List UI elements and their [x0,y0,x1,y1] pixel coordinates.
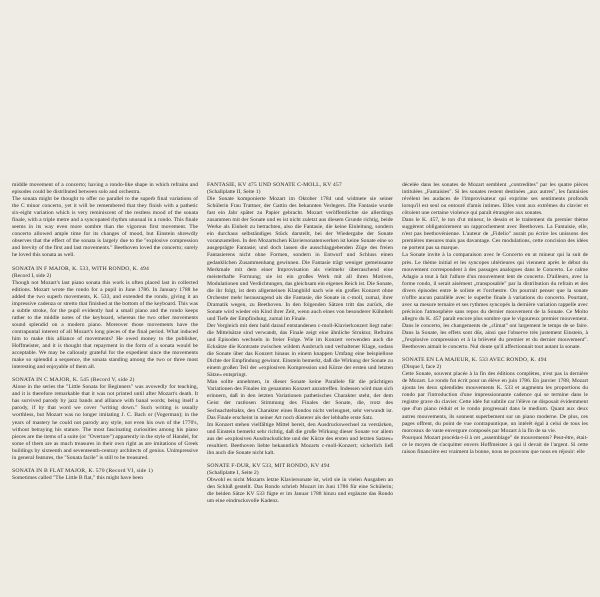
section-subheading: (Record I, side 2) [12,272,52,279]
section-heading: SONATA IN F MAJOR, K. 533, WITH RONDO, K. 494 [12,265,150,272]
paragraph: décelée dans les sonates de Mozart semblent „contredites" par les quatre pièces intitulées „Fantaisies". Si les sonates restent destinées „aux autres", les fantaisies révèlent les audaces de l'improvisateur qui exprime ses sentiments profonds lorsqu'il est seul ou entouré d'amis intimes. Elles vont aux extrêmes du clavier et côtoient une certaine violence qui paraît étrangère aux sonates. [402,182,588,217]
section-subheading: (Schallplatte I, Seite 2) [207,469,259,476]
section-heading: SONATE F-DUR, KV 533, MIT RONDO, KV 494 [207,462,330,469]
section-heading: SONATA IN B FLAT MAJOR, K. 570 (Record VI, side 1) [12,467,153,474]
paragraph: Dans le K. 457, le ton d'ut mineur, le dessin et le traitement du premier thème suggèrent obligatoirement un rapprochement avec Beethoven. La Fantaisie, elle, n'est pas beethovénienne. L'auteur de „Fidelio" aurait pu écrire les unissons des premières mesures mais pas davantage. Ces modulations, cette concision des idées ne portent pas sa marque. [402,217,588,252]
english-column [12,182,198,595]
paragraph: Pourquoi Mozart procéda-t-il à cet „assemblage" de mouvements? Peut-être, était-ce le moyen de s'acquitter envers Hoffmeister à qui il devait de l'argent. Si cette raison financière est vraiment la bonne, nous ne pouvons que nous en réjouir: elle [402,434,588,455]
section-heading: SONATE EN LA MAJEUR, K. 533 AVEC RONDO, K. 494 [402,357,547,364]
french-column [402,182,588,595]
paragraph: Though not Mozart's last piano sonata this work is often placed last in collected editions. Mozart wrote the rondo for a pupil in June 1786. In January 1788 he added the two superb movements, K. 533, and extended the rondo, giving it an impressive cadenza or stretto that finished at the bottom of the keyboard. This was a subtle stroke, for the pupil evidently had a small piano and the rondo keeps rather to the middle notes of the keyboard, whereas the two other movements sound splendid on a modern piano. Moreover those movements have the contrapuntal interest of all Mozart's long pieces of the final period. What induced him to make this alliance of movements? He owed money to the publisher, Hoffmeister, and it is thought that repayment in the form of a sonata would be acceptable. We may be callously grateful for the expedient since the movements make so splendid a sequence, the sonata standing among the two or three most interesting and enjoyable of them all. [12,279,198,371]
section-heading: FANTASIE, KV 475 UND SONATE C-MOLL, KV 457 [207,182,342,188]
paragraph: Man sollte annehmen, in dieser Sonate keine Parallele für die prächtigen Variationen des Finales im genannten Konzert anzutreffen. Indessen wird man sich erinnern, daß in den letzten Variationen pathetisches Charakter steht, der dem Geist der rastlosen Stimmung des Finales der Sonate, die, trotz des Sechsachteltakts, den Charakter eines Rondos nicht verleugnet, sehr verwandt ist. Das Finale erscheint in seiner Art noch düsterer als der lebhafte erste Satz. [207,379,393,421]
paragraph: Die Sonate komponierte Mozart im Oktober 1784 und widmete sie seiner Schülerin Frau Trattner, der Gattin des bekannten Verlegers. Die Fantasie wurde fast ein Jahr später zu Papier gebracht. Mozart veröffentlichte sie allerdings zusammen mit der Sonate und es ist nicht zuletzt aus diesem Grunde richtig, beide Werke als Einheit zu betrachten, also die Fantasie, die keine Einleitung, sondern ein durchaus selbständiges Stück darstellt, bei der Wiedergabe der Sonate voranzustellen. In den Mozartschen Klaviersonatenwerken ist keine Sonate eine so ausgeprägte Fantasie; und doch lassen die ausschlaggebenden Züge des freien Fantasierens nicht ohne Formen, sondern in Entwurf und Schluss einen gedanklichen Zusammenhang gewinnen. Die Fantasie trägt weniger gemeinsame Merkmale mit dem einer Improvisation als vielmehr überraschend eine meisterhafte Formung; sie ist ein großes Werk mit all ihren Motiven, Modulationen und Verdichtungen, das gleichsam ein eigenes Reich ist. Die Sonate, die ihr folgt, ist dem allgemeinen Klangbild nach wie ein großes Konzert ohne Orchester mehr herausragend als die Fantasie, die Sonate in c-moll, zumal, ihrer Dramatik wegen, zu Beethoven. In den folgenden Sätzen tritt das zurück, die Sonate wird wieder ein Kind ihrer Zeit, wenn auch eines von besonderer Kühnheit und Tiefe der Empfindung, zumal im Finale. [207,196,393,322]
paragraph: Cette Sonate, souvent placée à la fin des éditions complètes, n'est pas la dernière de Mozart. Le rondo fut écrit pour un élève en juin 1786. En janvier 1788, Mozart ajouta les deux splendides mouvements K. 533 et augmenta les proportions du rondo par l'introduction d'une impressionnante cadence qui se termine dans le registre grave du clavier. Cette idée fut subtile car l'élève ne disposait évidemment que d'un piano réduit et le rondo progressait dans le medium. Quant aux deux autres mouvements, ils sonnent superbement sur un piano moderne. De plus, ces pages offrent, du point de vue contrapuntique, un intérêt égal à celui de tous les morceaux de vaste envergure composés par Mozart à la fin de sa vie. [402,371,588,434]
paragraph: Alone in the series the "Little Sonata for Beginners" was avowedly for teaching, and it is therefore remarkable that it was not printed until after Mozart's death. It has survived parody by jazz bands and alliance with banal words; being itself a parody, if by that word we cover "writing down." Such writing is usually worthless, but Mozart was no longer imitating J. C. Bach or (Vogerman); in the years of mastery he could not parody any style, not even his own of the 1770's, without betraying his stature. The most fascinating curiosities among his piano pieces are the items of a suite (or "Overture") apparently in the style of Handel, for some of them are as much treasures in their own right as are imitations of Greek buildings by sixteenth and seventeenth-century architects of genius. Unimpressive in general features, the "Sonata facile" is still to be treasured. [12,384,198,461]
paragraph: La Sonate invite à la comparaison avec le Concerto en ut mineur qui la suit de près. Le thème initial et les syncopes ultérieures qui viennent après le début du mouvement correspondent à des passages analogues dans le Concerto. Le calme Adagio a tout à fait l'allure d'un mouvement lent de concerto. D'ailleurs, avec la forme rondo, il serait aisément „transposable" par la distribution du refrain et des divers épisodes entre le soliste et l'orchestre. On pourrait penser que la sonate n'offre aucun parallèle avec le superbe finale à variations du concerto. Pourtant, avec sa mesure ternaire et ses rythmes syncopés la dernière variation rappelle avec précision l'atmosphère sans repos du dernier mouvement de la Sonate. Ce Molto allegro du K. 457 paraît encore plus sombre que le vigoureux premier mouvement. Dans le concerto, les changements de „climat" ont largement le temps de se faire. Dans la Sonate, les effets sont dûs, ainsi que l'observe très justement Einstein, à „l'explosive compression et à la brièveté du premier et du dernier mouvement". Beethoven aimait le concerto. Nul doute qu'il affectionnait tout autant la sonate. [402,252,588,351]
paragraph: Der Vergleich mit dem bald darauf entstandenen c-moll-Klavierkonzert liegt nahe: die Mittelsätze sind verwandt, das Finale zeigt eine ähnliche Struktur, Refrains und Episoden wechseln in freier Folge. Wie im Konzert verwenden auch die Ecksätze die Kontraste zwischen wildem Ausbruch und verhaltener Klage, sodass die Sonate über das Konzert hinaus in einem knappen Umfang eine beispiellose Dichte der Empfindung gewinnt. Einstein bemerkt, daß die Wirkung der Sonate zu einem großen Teil der »explosiven Kompression und Kürze der ersten und letzten Sätze« entspringt. [207,322,393,379]
german-column [207,182,393,595]
paragraph: The sonata might be thought to offer no parallel to the superb final variations of the C minor concerto, yet it will be remembered that they finish with a pathetic six-eight variation which is very reminiscent of the restless mood of the sonata finale, with a triple metre and a syncopated rhythm unusual in a rondo. This finale seems in its way even more sombre than the vigorous first movement. The concerto allowed ample time for its changes of mood, but Einstein shrewdly observes that the effect of the sonata is largely due to the "explosive compression and brevity of the first and last movements." Beethoven loved the concerto; surely he loved this sonata as well. [12,196,198,259]
paragraph: Sometimes called "The Little B flat," this might have been [12,474,144,481]
section-heading: SONATA IN C MAJOR, K. 545 (Record V, side 2) [12,377,135,384]
section-subheading: (Disque I, face 2) [402,364,442,371]
blank-top-area [0,0,600,180]
section-subheading: (Schallplatte II, Seite 1) [207,189,261,196]
paragraph: middle movement of a concerto; having a rondo-like shape in which refrains and episodes could be distributed between solo and orchestra. [12,182,198,196]
paragraph: Im Konzert stehen vielfältige Mittel bereit, den Ausdruckswechsel zu verstärken, und Einstein bemerkt sehr richtig, daß die große Wirkung dieser Sonate vor allem aus der »explosiven Ausdrucksdichte und der Kürze des ersten und letzten Satzes« resultiert. Beethoven liebte bekanntlich Mozarts c-moll-Konzert; sicherlich ließ ihn auch die Sonate nicht kalt. [207,421,393,456]
paragraph: Obwohl es nicht Mozarts letzte Klaviersonate ist, wird sie in vielen Ausgaben an den Schluß gestellt. Das Rondo schrieb Mozart im Juni 1786 für eine Schülerin; die beiden Sätze KV 533 fügte er im Januar 1788 hinzu und ergänzte das Rondo um eine eindrucksvolle Kadenz. [207,476,393,505]
